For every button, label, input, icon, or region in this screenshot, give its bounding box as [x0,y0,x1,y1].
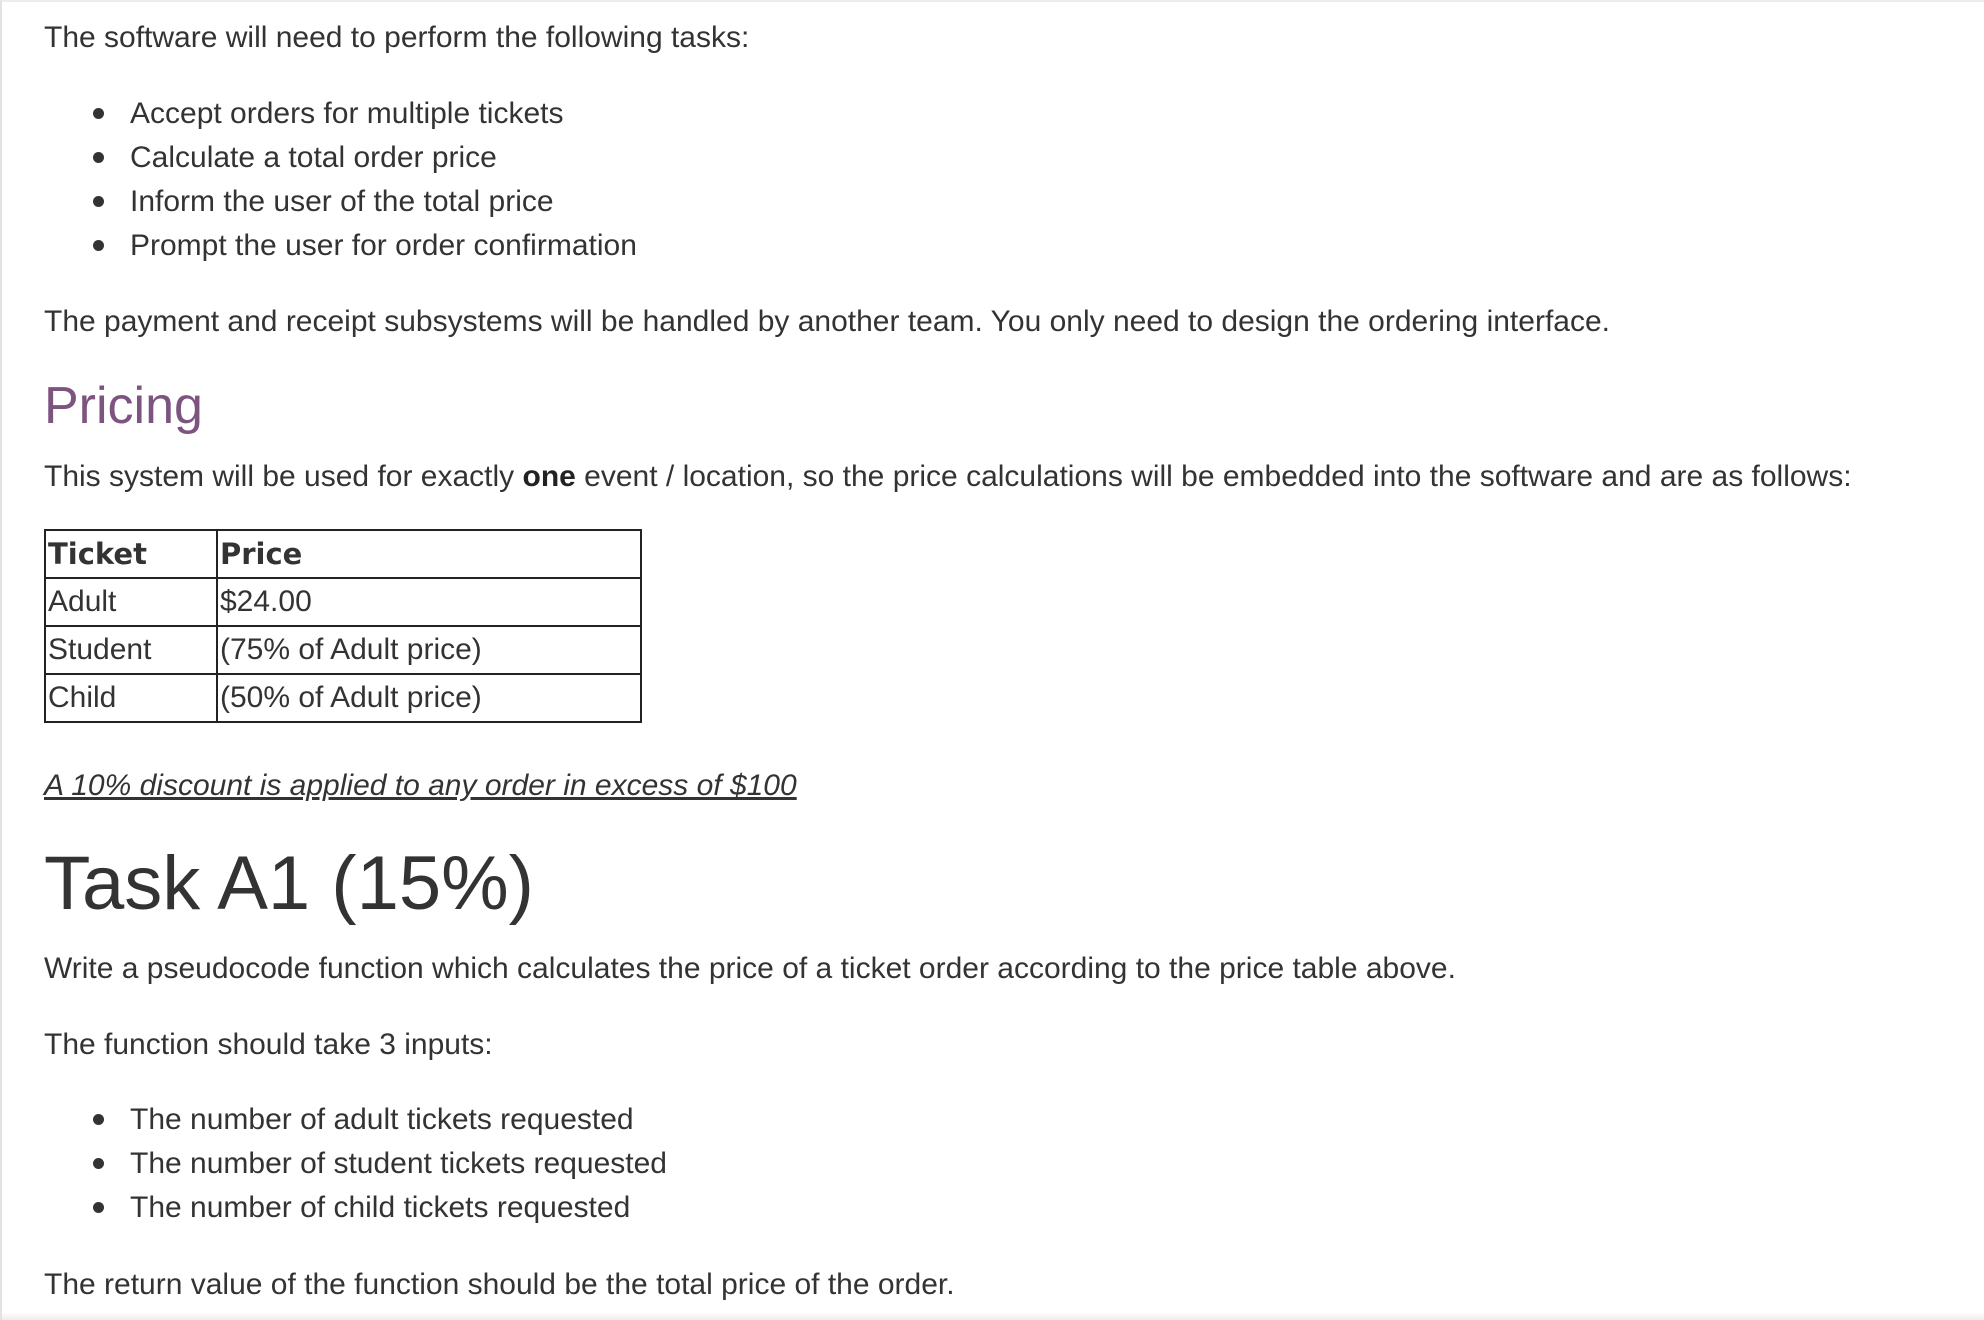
task-a1-heading: Task A1 (15%) [44,841,534,926]
subsystem-note: The payment and receipt subsystems will be handled by another team. You only need to design the ordering interface. [44,305,1610,338]
pricing-heading: Pricing [44,377,203,435]
list-item: Inform the user of the total price [130,180,637,224]
price-table [44,529,642,723]
pricing-intro: This system will be used for exactly one event / location, so the price calculations will be embedded into the software and are as follows: [44,460,1852,493]
table-cell: (50% of Adult price) [217,674,641,722]
emphasis-one: one [522,460,576,493]
discount-note: A 10% discount is applied to any order in excess of $100 [44,769,797,802]
table-header-row [45,530,641,578]
table-cell: Student [45,626,217,674]
list-item: The number of child tickets requested [130,1186,667,1230]
bullet-icon [93,196,104,207]
table-header-ticket: Ticket [45,530,217,578]
list-item: Prompt the user for order confirmation [130,224,637,268]
list-item: Calculate a total order price [130,136,637,180]
table-header-price: Price [217,530,641,578]
task-description: Write a pseudocode function which calculates the price of a ticket order according to the price table above. [44,952,1456,985]
inputs-list [130,1098,667,1230]
table-row [45,578,641,626]
table-cell: (75% of Adult price) [217,626,641,674]
bullet-icon [93,1114,104,1125]
inputs-intro: The function should take 3 inputs: [44,1028,493,1061]
bullet-icon [93,1202,104,1213]
return-note: The return value of the function should be the total price of the order. [44,1268,955,1301]
intro-text: The software will need to perform the following tasks: [44,21,750,54]
list-item: Accept orders for multiple tickets [130,92,637,136]
list-item: The number of student tickets requested [130,1142,667,1186]
bullet-icon [93,1158,104,1169]
bottom-edge-shade [2,1312,1984,1320]
table-cell: Adult [45,578,217,626]
bullet-icon [93,152,104,163]
table-row [45,674,641,722]
table-row [45,626,641,674]
table-cell: $24.00 [217,578,641,626]
task-list [130,92,637,268]
bullet-icon [93,240,104,251]
bullet-icon [93,108,104,119]
table-cell: Child [45,674,217,722]
list-item: The number of adult tickets requested [130,1098,667,1142]
